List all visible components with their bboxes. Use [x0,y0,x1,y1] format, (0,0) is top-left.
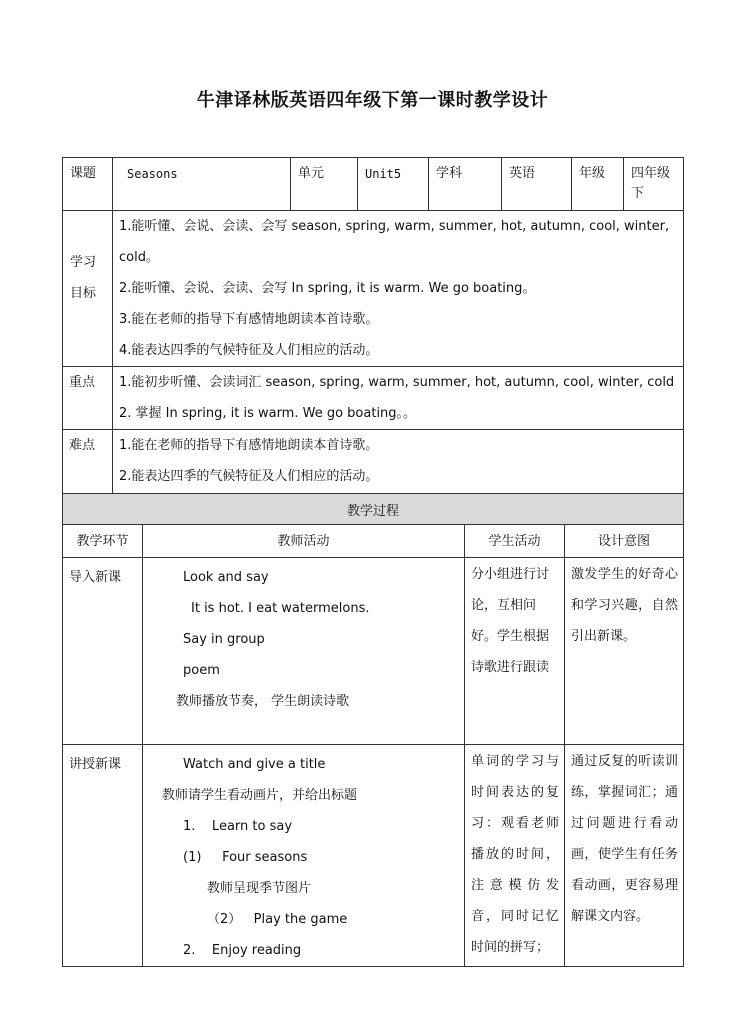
objective-item: 2.能听懂、会说、会读、会写 In spring, it is warm. We go boating。 [119,281,536,296]
process-row [63,745,684,967]
teacher-step: 教师呈现季节图片 [207,881,312,896]
stage-cell: 导入新课 [63,558,143,745]
lesson-info-table [62,157,684,522]
topic-value: Seasons [113,158,291,211]
objective-item: 4.能表达四季的气候特征及人们相应的活动。 [119,343,379,358]
unit-value: Unit5 [358,158,429,211]
key-points-label: 重点 [63,367,113,430]
process-row [63,558,684,745]
grade-label: 年级 [572,158,624,211]
design-intent-cell: 通过反复的听读训练，掌握词汇；通过问题进行看动画，使学生有任务看动画，更容易理解课文内容。 [565,745,684,967]
student-activity-cell: 分小组进行讨论，互相问好。学生根据诗歌进行跟读 [465,558,565,745]
teacher-step: Watch and give a title [183,757,326,772]
subject-label: 学科 [429,158,502,211]
difficulties-label: 难点 [63,430,113,522]
unit-label: 单元 [291,158,358,211]
process-title: 教学过程 [63,494,684,525]
teacher-step: 2. Enjoy reading [183,943,302,958]
process-title-row [63,494,684,525]
teacher-step: 1. Learn to say [183,819,293,834]
header-teacher: 教师活动 [143,525,465,558]
key-point-item: 1.能初步听懂、会读词汇 season, spring, warm, summer, hot, autumn, cool, winter, cold [119,375,675,390]
subject-value: 英语 [502,158,572,211]
teacher-step: （2） Play the game [207,912,348,927]
objectives-row [63,211,684,367]
topic-label: 课题 [63,158,113,211]
key-points-row [63,367,684,430]
teacher-step: 教师请学生看动画片，并给出标题 [162,788,358,803]
objectives-list [113,211,684,367]
header-student: 学生活动 [465,525,565,558]
student-activity-cell: 单词的学习与时间表达的复习：观看老师播放的时间，注意模仿发音，同时记忆时间的拼写； [465,745,565,967]
teaching-process-table [62,493,684,967]
objectives-label: 学习目标 [63,211,113,367]
teacher-step: 教师播放节奏， 学生朗读诗歌 [176,694,350,709]
teacher-activity-cell [143,745,465,967]
design-intent-cell: 激发学生的好奇心和学习兴趣，自然引出新课。 [565,558,684,745]
header-intent: 设计意图 [565,525,684,558]
page-title: 牛津译林版英语四年级下第一课时教学设计 [196,90,549,111]
teacher-activity-cell [143,558,465,745]
key-point-item: 2. 掌握 In spring, it is warm. We go boating。。 [119,406,417,421]
header-stage: 教学环节 [63,525,143,558]
grade-value: 四年级下 [624,158,684,211]
process-header-row [63,525,684,558]
teacher-step: Look and say [183,570,269,585]
teacher-step: Say in group [183,632,265,647]
teacher-step: poem [183,663,220,678]
key-points-list [113,367,684,430]
teacher-step: (1) Four seasons [183,850,308,865]
difficulty-item: 2.能表达四季的气候特征及人们相应的活动。 [119,469,379,484]
objective-item: 1.能听懂、会说、会读、会写 season, spring, warm, summer, hot, autumn, cool, winter, cold。 [119,219,670,265]
info-row [63,158,684,211]
objective-item: 3.能在老师的指导下有感情地朗读本首诗歌。 [119,312,379,327]
teacher-step: It is hot. I eat watermelons. [191,601,370,616]
stage-cell: 讲授新课 [63,745,143,967]
difficulty-item: 1.能在老师的指导下有感情地朗读本首诗歌。 [119,438,379,453]
